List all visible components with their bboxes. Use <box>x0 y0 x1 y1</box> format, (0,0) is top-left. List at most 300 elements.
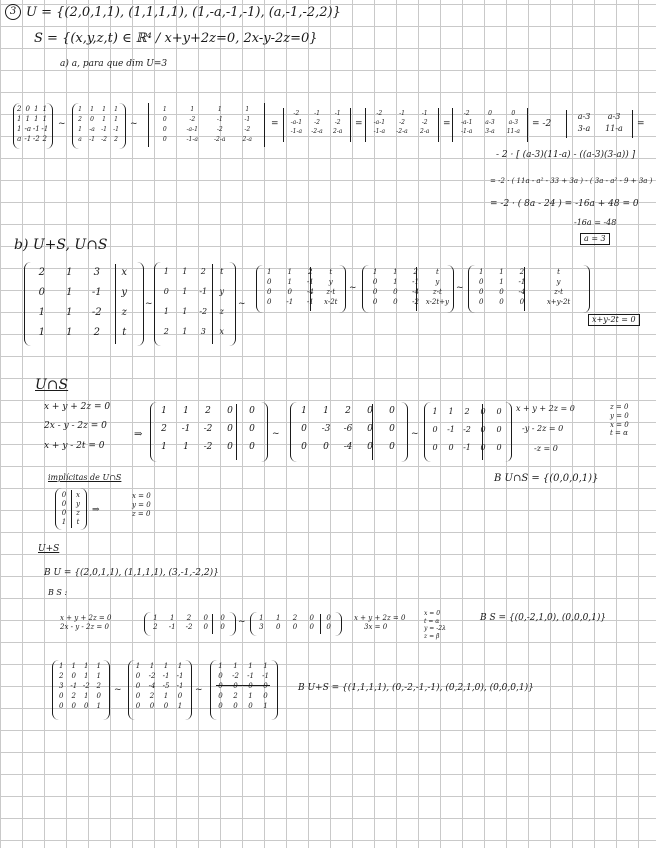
matrix-cell: 1 <box>267 268 272 276</box>
answer-box: a = 3 <box>580 233 610 245</box>
matrix-cell: -2 <box>399 119 405 126</box>
matrix-cell: 0 <box>220 614 225 622</box>
matrix-cell: 3-a <box>485 128 495 135</box>
matrix-cell: 1 <box>248 692 253 700</box>
det-bar <box>452 108 453 142</box>
equivalence-arrow: ~ <box>238 617 246 627</box>
matrix-cell: -a <box>24 125 32 133</box>
matrix-cell: 1 <box>149 662 155 670</box>
equation: x + y + 2z = 0 <box>44 402 111 412</box>
matrix-cell: 0 <box>267 288 272 296</box>
equation: t = α <box>424 617 440 625</box>
matrix-cell: 0 <box>389 442 395 452</box>
matrix-cell: -4 <box>518 288 526 296</box>
matrix-cell: -1 <box>421 110 428 117</box>
matrix-cell: 0 <box>478 288 484 296</box>
matrix-cell: 1 <box>499 268 504 276</box>
matrix-cell: 1 <box>163 267 169 276</box>
matrix-cell: 0 <box>249 406 255 416</box>
matrix-cell: -2 <box>314 119 320 126</box>
equivalence-arrow: ~ <box>195 685 203 695</box>
sum-basis: B U+S = {(1,1,1,1), (0,-2,-1,-1), (0,2,1,0), (0,0,0,1)} <box>298 683 534 693</box>
matrix-cell: 2-a <box>242 136 252 143</box>
matrix-cell: 1 <box>102 106 106 113</box>
matrix-cell: -1 <box>181 424 191 434</box>
matrix-cell: 2 <box>38 267 45 278</box>
matrix-cell: 0 <box>90 116 94 123</box>
solution-value: x = 0 <box>610 420 629 429</box>
matrix-cell: 0 <box>61 491 67 499</box>
equation: z = β <box>424 632 440 640</box>
matrix-cell: 1 <box>102 116 106 123</box>
matrix-cell: 1 <box>153 614 158 622</box>
determinant-3x3-c <box>455 111 525 135</box>
det-bar <box>527 108 528 142</box>
matrix-cell: 0 <box>248 682 253 690</box>
matrix-cell: y <box>219 287 225 296</box>
matrix-cell: -2 <box>412 298 419 306</box>
equation: 2x - y - 2z = 0 <box>44 421 107 432</box>
intersection-system <box>44 402 110 452</box>
implies-arrow: ⇒ <box>134 429 143 440</box>
matrix-cell: -1 <box>518 278 526 286</box>
matrix-cell: 1 <box>162 106 167 113</box>
matrix-cell: 2 <box>96 682 101 690</box>
matrix-cell: 0 <box>163 702 169 710</box>
matrix-cell: 0 <box>267 298 272 306</box>
matrix-cell: 1 <box>163 692 169 700</box>
matrix-cell: -2 <box>203 424 213 434</box>
matrix-cell: 1 <box>78 106 82 113</box>
matrix-cell: 0 <box>496 407 502 416</box>
equation: 2x - y - 2z = 0 <box>60 622 109 631</box>
equation: x + y + 2z = 0 <box>516 404 575 413</box>
matrix-cell: 1 <box>393 278 398 286</box>
matrix-cell: 0 <box>309 623 315 631</box>
determinant-4x4-values <box>151 107 261 143</box>
matrix-cell: 0 <box>220 623 225 631</box>
matrix-cell: 0 <box>203 623 209 631</box>
matrix-I2-values <box>293 407 403 452</box>
matrix-cell: 1 <box>183 406 189 416</box>
matrix-cell: 11-a <box>506 128 520 135</box>
matrix-cell: -1 <box>24 135 32 143</box>
matrix-cell: 0 <box>233 702 238 710</box>
matrix-I3-values <box>427 408 507 452</box>
matrix-cell: 1 <box>66 287 73 298</box>
equals-sign: = <box>355 119 363 129</box>
matrix-cell: 0 <box>367 406 373 416</box>
equation: z = 0 <box>132 509 151 518</box>
matrix-cell: 0 <box>499 298 504 306</box>
matrix-cell: 0 <box>71 672 76 680</box>
matrix-cell: 0 <box>275 623 281 631</box>
matrix-cell: -a-1 <box>290 119 303 126</box>
matrix-cell: -1-a <box>290 128 303 135</box>
matrix-cell: 0 <box>480 407 486 416</box>
matrix-cell: 0 <box>59 702 64 710</box>
implicit-label: implícitas de U∩S <box>48 473 122 482</box>
matrix-cell: -2 <box>185 623 193 631</box>
matrix-cell: 2 <box>345 406 351 416</box>
exercise-number: 3 <box>5 4 21 20</box>
solution-value: z = 0 <box>610 403 629 411</box>
matrix-cell: -1 <box>89 136 95 143</box>
matrix-cell: 0 <box>59 692 64 700</box>
matrix-cell: 0 <box>61 509 67 517</box>
matrix-cell: 0 <box>499 288 504 296</box>
basis-U: B U = {(2,0,1,1), (1,1,1,1), (3,-1,-2,2)} <box>44 568 219 578</box>
equation: y = -2λ <box>424 625 446 632</box>
matrix-cell: 1 <box>17 125 22 133</box>
matrix-cell: y <box>556 278 561 286</box>
matrix-cell: 0 <box>163 287 169 296</box>
matrix-cell: -2 <box>216 126 223 133</box>
matrix-cell: 3 <box>93 267 100 278</box>
matrix-cell: 1 <box>323 406 329 416</box>
matrix-cell: 1 <box>182 327 188 336</box>
matrix-cell: t <box>329 268 333 276</box>
matrix-cell: 1 <box>66 267 73 278</box>
matrix-cell: 1 <box>38 327 45 338</box>
matrix-U-values <box>15 106 49 143</box>
matrix-cell: -2 <box>232 672 239 680</box>
equivalence-arrow: ~ <box>114 685 122 695</box>
matrix-cell: 2 <box>186 614 192 622</box>
matrix-cell: 1 <box>301 406 307 416</box>
matrix-cell: 1 <box>233 662 238 670</box>
matrix-cell: 1 <box>61 518 67 526</box>
matrix-cell: -2 <box>82 682 90 690</box>
equivalence-arrow: ~ <box>349 283 357 293</box>
matrix-cell: z-t <box>432 288 442 296</box>
matrix-cell: -1-a <box>186 136 198 143</box>
matrix-cell: 0 <box>448 443 454 452</box>
det-step-3: = -2 · ( 8a - 24 ) = -16a + 48 = 0 <box>490 199 639 209</box>
matrix-cell: -1 <box>91 287 102 298</box>
matrix-cell: 1 <box>163 307 169 316</box>
matrix-cell: 0 <box>480 425 486 434</box>
matrix-cell: a-3 <box>607 112 621 121</box>
matrix-cell: -4 <box>343 442 353 452</box>
matrix-cell: -1 <box>101 126 107 133</box>
matrix-cell: 0 <box>301 442 307 452</box>
matrix-B2-values <box>157 268 231 336</box>
matrix-cell: 1 <box>248 662 253 670</box>
matrix-cell: 0 <box>519 298 525 306</box>
matrix-cell: -1 <box>286 298 294 306</box>
matrix-cell: -2-a <box>396 128 408 135</box>
matrix-cell: -1 <box>314 110 320 117</box>
matrix-cell: 0 <box>71 702 76 710</box>
matrix-cell: -1 <box>176 672 184 680</box>
matrix-cell: 0 <box>372 288 378 296</box>
equals-sign: = <box>271 119 279 129</box>
matrix-cell: 0 <box>135 702 141 710</box>
det-step-4: -16a = -48 <box>574 218 617 227</box>
equivalence-arrow: ~ <box>272 429 280 439</box>
matrix-cell: 1 <box>169 614 175 622</box>
matrix-cell: 1 <box>59 662 64 670</box>
matrix-cell: 2 <box>292 614 298 622</box>
matrix-cell: 1 <box>84 672 89 680</box>
matrix-cell: -4 <box>306 288 314 296</box>
matrix-cell: 0 <box>263 682 268 690</box>
augment-bar <box>71 490 72 528</box>
matrix-cell: -1 <box>162 672 170 680</box>
matrix-cell: 1 <box>182 307 188 316</box>
matrix-cell: x <box>76 491 80 499</box>
det-step-1: - 2 · [ (a-3)(11-a) - ((a-3)(3-a)) ] <box>496 150 636 160</box>
basis-S: B S = {(0,-2,1,0), (0,0,0,1)} <box>480 613 607 623</box>
matrix-cell: 2 <box>233 692 238 700</box>
matrix-cell: 1 <box>34 105 39 113</box>
matrix-cell: 1 <box>163 662 169 670</box>
matrix-cell: 2 <box>200 267 206 276</box>
matrix-cell: -6 <box>343 424 353 434</box>
definition-U: U = {(2,0,1,1), (1,1,1,1), (1,-a,-1,-1), (a,-1,-2,2)} <box>26 5 341 20</box>
matrix-BS1-values <box>147 615 231 631</box>
det-bar <box>438 108 439 142</box>
matrix-cell: x <box>121 267 128 278</box>
matrix-cell: 2 <box>205 406 211 416</box>
matrix-cell: 3-a <box>577 124 591 133</box>
implicit-equations <box>132 492 151 518</box>
equation: y = 0 <box>132 500 151 509</box>
equation: x = 0 <box>424 610 441 617</box>
matrix-cell: 0 <box>496 425 502 434</box>
matrix-cell: 0 <box>267 278 272 286</box>
basis-S-label: B S : <box>48 588 68 597</box>
matrix-cell: 2 <box>464 407 470 416</box>
matrix-cell: x-2t <box>324 298 338 306</box>
equation: -z = 0 <box>534 444 558 453</box>
matrix-cell: 0 <box>96 692 101 700</box>
matrix-cell: 1 <box>90 106 94 113</box>
matrix-cell: 1 <box>183 442 189 452</box>
matrix-cell: 0 <box>233 682 238 690</box>
matrix-cell: t <box>122 327 127 338</box>
matrix-cell: 0 <box>432 425 438 434</box>
matrix-cell: 2 <box>153 623 158 631</box>
matrix-B4-values <box>365 269 449 306</box>
matrix-B5-values <box>471 269 585 306</box>
matrix-cell: 1 <box>182 287 188 296</box>
matrix-cell: -1 <box>399 110 405 117</box>
matrix-cell: 1 <box>499 278 504 286</box>
matrix-cell: 0 <box>249 442 255 452</box>
equation: 3x = 0 <box>364 622 388 631</box>
matrix-cell: 0 <box>249 424 255 434</box>
matrix-cell: -3 <box>321 424 331 434</box>
matrix-cell: 2 <box>59 672 64 680</box>
matrix-cell: -a <box>89 126 95 133</box>
equivalence-arrow: ~ <box>58 119 66 129</box>
matrix-cell: -1 <box>306 298 314 306</box>
matrix-cell: -2-a <box>214 136 226 143</box>
matrix-cell: 0 <box>203 614 209 622</box>
matrix-cell: 0 <box>287 288 292 296</box>
matrix-cell: y <box>435 278 440 286</box>
matrix-cell: 0 <box>292 623 298 631</box>
matrix-cell: 0 <box>84 702 89 710</box>
matrix-cell: a <box>78 136 82 143</box>
matrix-cell: 1 <box>114 116 118 123</box>
matrix-S1-values <box>55 663 105 710</box>
matrix-cell: -1 <box>176 682 184 690</box>
matrix-cell: y <box>121 287 128 298</box>
det-prefix: = -2 <box>532 119 552 129</box>
matrix-cell: 1 <box>84 662 89 670</box>
matrix-cell: 1 <box>71 662 76 670</box>
matrix-cell: x+y-2t <box>546 298 571 306</box>
matrix-cell: 1 <box>96 662 101 670</box>
det-step-2: = -2 · ( 11a - a² - 33 + 3a ) - ( 3a - a² - 9 + 3a ) <box>490 177 653 185</box>
matrix-cell: 2 <box>161 424 167 434</box>
equals-sign: = <box>443 119 451 129</box>
matrix-cell: 2-a <box>419 128 430 135</box>
part-b-title: b) U+S, U∩S <box>14 237 108 253</box>
determinant-2x2 <box>569 113 629 133</box>
matrix-cell: 0 <box>393 288 398 296</box>
matrix-cell: 0 <box>162 136 167 143</box>
matrix-cell: -1 <box>168 623 176 631</box>
equals-sign: = <box>637 119 645 129</box>
det-bar <box>264 103 265 147</box>
matrix-cell: 0 <box>227 406 233 416</box>
matrix-cell: x <box>219 327 224 336</box>
matrix-cell: -1 <box>412 278 419 286</box>
matrix-cell: 0 <box>323 442 329 452</box>
matrix-cell: 0 <box>367 442 373 452</box>
matrix-cell: 0 <box>511 110 516 117</box>
matrix-cell: 1 <box>263 702 268 710</box>
matrix-cell: 2 <box>149 692 155 700</box>
matrix-cell: 1 <box>259 614 264 622</box>
matrix-cell: z <box>76 509 80 517</box>
matrix-cell: -4 <box>412 288 419 296</box>
matrix-cell: 1 <box>161 442 167 452</box>
matrix-cell: 0 <box>263 692 268 700</box>
matrix-cell: 1 <box>372 268 378 276</box>
matrix-cell: 0 <box>135 682 141 690</box>
matrix-cell: 1 <box>114 106 118 113</box>
matrix-cell: 0 <box>177 692 183 700</box>
matrix-cell: z-t <box>326 288 336 296</box>
matrix-cell: 1 <box>34 115 39 123</box>
matrix-cell: 1 <box>287 278 292 286</box>
matrix-cell: 1 <box>448 407 454 416</box>
matrix-cell: 0 <box>301 424 307 434</box>
matrix-I1-values <box>153 407 263 452</box>
matrix-cell: -2 <box>334 119 341 126</box>
condition-box: x+y-2t = 0 <box>588 314 640 326</box>
det-bar <box>283 108 284 142</box>
matrix-cell: a <box>17 135 22 143</box>
matrix-cell: z-t <box>554 288 563 296</box>
matrix-cell: 1 <box>25 115 30 123</box>
matrix-cell: -4 <box>148 682 156 690</box>
matrix-cell: -1 <box>247 672 254 680</box>
equivalence-arrow: ~ <box>145 299 153 309</box>
determinant-3x3-b <box>368 111 436 135</box>
matrix-cell: 1 <box>96 672 101 680</box>
matrix-cell: 0 <box>309 614 315 622</box>
matrix-cell: x-2t+y <box>425 298 449 306</box>
matrix-cell: 1 <box>177 702 183 710</box>
matrix-cell: 0 <box>218 702 223 710</box>
matrix-S3-values <box>213 663 273 710</box>
matrix-cell: -2 <box>199 307 208 316</box>
matrix-cell: -1-a <box>460 128 473 135</box>
matrix-cell: -2 <box>293 110 300 117</box>
matrix-BS2-values <box>253 615 337 631</box>
matrix-cell: -1 <box>463 443 471 452</box>
matrix-cell: 2 <box>308 268 313 276</box>
matrix-cell: 3 <box>59 682 64 690</box>
matrix-cell: 0 <box>248 702 253 710</box>
matrix-cell: -1 <box>306 278 314 286</box>
matrix-cell: 1 <box>42 105 47 113</box>
matrix-cell: -2 <box>463 425 471 434</box>
equation: x = 0 <box>132 492 151 500</box>
matrix-cell: 1 <box>263 662 268 670</box>
matrix-cell: 1 <box>78 126 82 133</box>
matrix-U-reordered-values <box>74 107 122 143</box>
solution-value: y = 0 <box>610 411 629 420</box>
matrix-cell: y <box>328 278 333 286</box>
matrix-cell: -2 <box>421 119 428 126</box>
matrix-cell: 0 <box>135 692 141 700</box>
matrix-cell: 0 <box>432 443 438 452</box>
matrix-cell: 0 <box>478 278 484 286</box>
matrix-cell: 1 <box>161 406 167 416</box>
sum-title: U+S <box>38 544 60 554</box>
matrix-cell: 2 <box>93 327 100 338</box>
matrix-cell: -1 <box>447 425 455 434</box>
matrix-cell: 1 <box>478 268 484 276</box>
matrix-cell: 1 <box>84 692 89 700</box>
S-reduced <box>354 614 405 632</box>
matrix-cell: 0 <box>367 424 373 434</box>
matrix-cell: 1 <box>66 327 73 338</box>
matrix-cell: 0 <box>149 702 155 710</box>
S-system <box>60 614 111 632</box>
det-bar <box>350 108 351 142</box>
matrix-cell: 1 <box>217 106 222 113</box>
matrix-cell: -1 <box>216 116 223 123</box>
implicit-col-2 <box>73 492 83 526</box>
matrix-cell: t <box>220 267 224 276</box>
matrix-cell: 1 <box>182 267 188 276</box>
matrix-cell: 3 <box>200 327 206 336</box>
matrix-cell: 1 <box>393 268 398 276</box>
matrix-cell: a-3 <box>508 119 519 126</box>
matrix-cell: 1 <box>177 662 183 670</box>
matrix-cell: 2 <box>114 136 118 143</box>
det-bar <box>566 110 567 138</box>
matrix-cell: 1 <box>96 702 101 710</box>
matrix-cell: 2 <box>71 692 76 700</box>
matrix-cell: 0 <box>372 278 378 286</box>
matrix-cell: 1 <box>135 662 141 670</box>
matrix-cell: z <box>121 307 127 318</box>
det-bar <box>148 103 149 147</box>
matrix-cell: 0 <box>218 692 223 700</box>
det-bar <box>365 108 366 142</box>
equation: x + y - 2t = 0 <box>44 440 105 451</box>
matrix-cell: -2 <box>463 110 470 117</box>
